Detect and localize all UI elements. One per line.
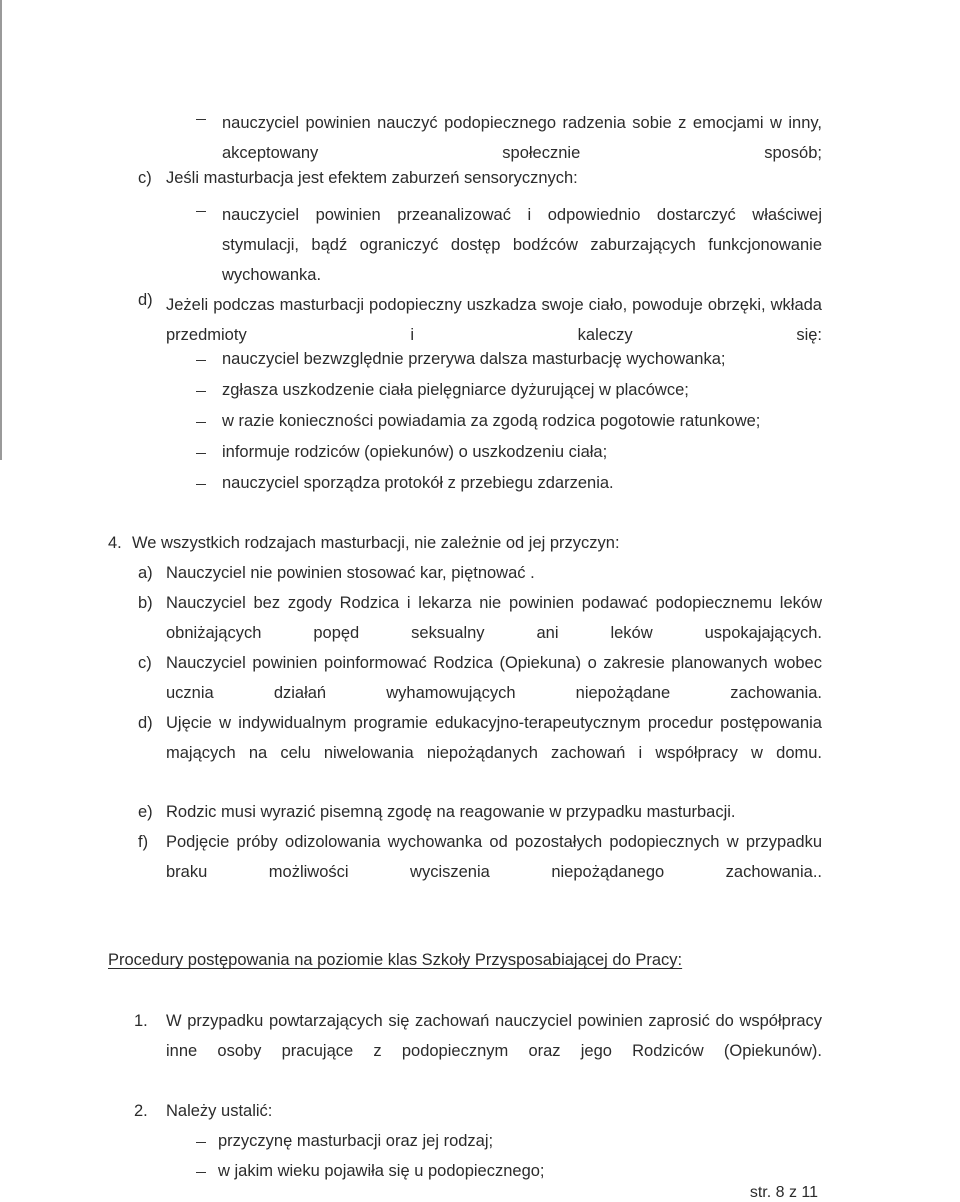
list-label-d: d) (138, 714, 153, 732)
list-item-b1: nauczyciel powinien nauczyć podopiecznego radzenia sobie z emocjami w inny, akceptowany społecznie sposób; (222, 114, 822, 162)
dash-bullet (196, 1142, 206, 1143)
sub-item-2: w jakim wieku pojawiła się u podopiecznego; (218, 1162, 545, 1180)
list-number-1: 1. (134, 1012, 148, 1030)
list-text-d: Ujęcie w indywidualnym programie edukacyjno-terapeutycznym procedur postępowania mających na celu niwelowania niepożądanych zachowań i współpracy w domu. (166, 714, 822, 762)
list-label-f: f) (138, 833, 149, 851)
page-number: str. 8 z 11 (749, 1184, 818, 1201)
procedures-heading: Procedury postępowania na poziomie klas Szkoły Przysposabiającej do Pracy: (108, 951, 683, 969)
sub-item-1: przyczynę masturbacji oraz jej rodzaj; (218, 1132, 494, 1150)
dash-bullet (196, 360, 206, 361)
dash-bullet (196, 391, 206, 392)
list-text-b: Nauczyciel bez zgody Rodzica i lekarza nie powinien podawać podopiecznemu leków obniżających popęd seksualny ani leków uspokajających. (166, 594, 822, 642)
list-text-f: Podjęcie próby odizolowania wychowanka od pozostałych podopiecznych w przypadku braku możliwości wyciszenia niepożądanego zachowania.. (166, 833, 822, 881)
dash-bullet (196, 119, 206, 120)
list-item-d2: zgłasza uszkodzenie ciała pielęgniarce dyżurującej w placówce; (222, 381, 689, 399)
list-label-c: c) (138, 169, 152, 187)
list-item-d5: nauczyciel sporządza protokół z przebiegu zdarzenia. (222, 474, 614, 492)
page-left-edge (0, 0, 2, 460)
list-item-c1: nauczyciel powinien przeanalizować i odpowiednio dostarczyć właściwej stymulacji, bądź ograniczyć dostęp bodźców zaburzających funkcjonowanie wychowanka. (222, 206, 822, 284)
list-text-c: Nauczyciel powinien poinformować Rodzica (Opiekuna) o zakresie planowanych wobec ucznia działań wyhamowujących niepożądane zachowania. (166, 654, 822, 702)
list-item-d3: w razie konieczności powiadamia za zgodą rodzica pogotowie ratunkowe; (222, 412, 761, 430)
list-item-d1: nauczyciel bezwzględnie przerywa dalsza masturbację wychowanka; (222, 350, 726, 368)
list-text-c: Jeśli masturbacja jest efektem zaburzeń sensorycznych: (166, 169, 578, 187)
list-item-d4: informuje rodziców (opiekunów) o uszkodzeniu ciała; (222, 443, 608, 461)
list-label-b: b) (138, 594, 153, 612)
list-text-d: Jeżeli podczas masturbacji podopieczny uszkadza swoje ciało, powoduje obrzęki, wkłada przedmioty i kaleczy się: (166, 296, 822, 344)
dash-bullet (196, 422, 206, 423)
dash-bullet (196, 211, 206, 212)
list-text-a: Nauczyciel nie powinien stosować kar, piętnować . (166, 564, 535, 582)
section-4-title: We wszystkich rodzajach masturbacji, nie zależnie od jej przyczyn: (132, 534, 620, 552)
list-number-2: 2. (134, 1102, 148, 1120)
dash-bullet (196, 1172, 206, 1173)
list-label-d: d) (138, 291, 153, 309)
section-4-number: 4. (108, 534, 122, 552)
dash-bullet (196, 453, 206, 454)
list-text-1: W przypadku powtarzających się zachowań nauczyciel powinien zaprosić do współpracy inne osoby pracujące z podopiecznym oraz jego Rodziców (Opiekunów). (166, 1012, 822, 1060)
list-label-c: c) (138, 654, 152, 672)
list-text-e: Rodzic musi wyrazić pisemną zgodę na reagowanie w przypadku masturbacji. (166, 803, 736, 821)
dash-bullet (196, 484, 206, 485)
list-text-2: Należy ustalić: (166, 1102, 273, 1120)
list-label-a: a) (138, 564, 153, 582)
list-label-e: e) (138, 803, 153, 821)
